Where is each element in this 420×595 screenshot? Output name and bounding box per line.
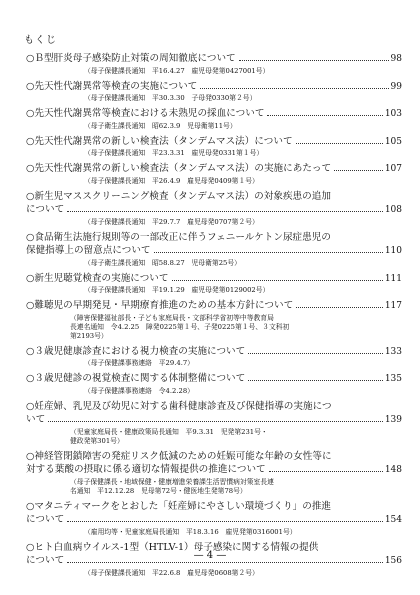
toc-entry-line (26, 190, 402, 204)
toc-entry-title: ○３歳児健康診査における視力検査の実施について (26, 345, 246, 357)
toc-entry-title: ○妊産婦、乳児及び幼児に対する歯科健康診査及び保健指導の実施につ (26, 400, 332, 412)
dot-leader (154, 252, 383, 253)
page-number: — 4 — (193, 550, 227, 561)
toc-entry-source-note: （母子衛生課長通知 昭62.3.9 児母衛第11号） (84, 121, 237, 130)
toc-entry-line (26, 135, 402, 150)
toc-page-number: 103 (384, 109, 402, 119)
toc-entry (26, 231, 402, 268)
toc-entry-line (26, 80, 402, 95)
dot-leader (296, 307, 383, 308)
toc-page-number: 133 (384, 346, 402, 357)
toc-entry-line (26, 400, 402, 414)
toc-entry-source-note: （母子保健課長通知 平30.3.30 子母発0330第２号） (84, 94, 257, 102)
toc-entry-source-note: （母子保健課長通知 平19.1.29 雇児母発第0129002号） (84, 286, 270, 294)
toc-entry-title: ○３歳児健診の視覚検査に関する体制整備について (26, 373, 246, 384)
toc-entry-title: ○神経管閉鎖障害の発症リスク低減のための妊娠可能な年齢の女性等に (26, 450, 332, 462)
dot-leader (172, 280, 383, 281)
toc-entry-line (26, 203, 402, 218)
toc-entry-line (26, 372, 402, 387)
toc-page-number: 107 (384, 164, 402, 174)
dot-leader (248, 353, 383, 354)
toc-entry-line (26, 52, 402, 67)
toc-entry-source-note: （母子衛生課長通知 昭58.8.27 児母衛第25号） (84, 258, 241, 267)
dot-leader (296, 143, 383, 144)
toc-entry-source-note: （母子保健課長通知 平29.7.7 雇児母発0707第２号） (84, 217, 259, 226)
toc-entry-title: について (26, 514, 65, 525)
toc-entry-source-note: （母子保健課長通知 平23.3.31 雇児母発0331第１号） (84, 149, 264, 157)
toc-page-number: 154 (384, 515, 402, 525)
toc-entry (26, 345, 402, 369)
toc-entry-title: いて (26, 414, 46, 425)
toc-entry-line (26, 513, 402, 528)
toc-entry (26, 272, 402, 296)
dot-leader (239, 60, 389, 61)
toc-entry (26, 80, 402, 104)
toc-entry-title: ○新生児聴覚検査の実施について (26, 272, 169, 284)
dot-leader (67, 562, 383, 563)
toc-entry-title: ○先天性代謝異常の新しい検査法（タンデムマス法）の実施にあたって (26, 163, 332, 174)
toc-entry-line (26, 231, 402, 245)
toc-entry (26, 500, 402, 537)
toc-entry-title: について (26, 204, 65, 215)
toc-page-number: 148 (384, 465, 402, 475)
toc-entry-source-note: （母子保健課事務連絡 令4.2.28） (84, 386, 194, 395)
dot-leader (269, 471, 383, 472)
toc-entry-source-note: （障害保健福祉部長・子ども家庭局長・文部科学省初等中等教育局 (70, 313, 274, 322)
toc-entry-title: ○難聴児の早期発見・早期療育推進のための基本方針について (26, 300, 294, 311)
toc-entry-title: ○先天性代謝異常等検査の実施について (26, 80, 198, 92)
table-of-contents (26, 52, 402, 582)
toc-entry-source-note: （母子保健課長通知 平16.4.27 雇児母発第0427001号） (84, 66, 270, 75)
dot-leader (200, 88, 388, 89)
dot-leader (248, 380, 383, 381)
page-heading: もくじ (24, 35, 57, 46)
toc-entry-line (26, 299, 402, 314)
toc-entry (26, 299, 402, 341)
toc-entry-source-note: 長連名通知 令4.2.25 障発0225第１号、子発0225第１号、３文科初 (70, 322, 290, 331)
toc-page-number: 117 (384, 301, 402, 311)
dot-leader (67, 211, 383, 212)
toc-entry-line (26, 463, 402, 478)
toc-entry (26, 372, 402, 396)
toc-entry-source-note: （雇用均等・児童家庭局長通知 平18.3.16 雇児発第0316001号） (84, 527, 297, 536)
toc-entry-title: ○先天性代謝異常等検査における未熟児の採血について (26, 108, 265, 119)
toc-entry-line (26, 162, 402, 177)
toc-entry-source-note: 健政発第301号） (70, 436, 124, 445)
toc-entry-source-note: （母子保健課長通知 平26.4.9 雇児母発0409第１号） (84, 176, 259, 185)
toc-entry (26, 135, 402, 159)
toc-entry-source-note: 名通知 平12.12.28 児母第72号・健医地生発第78号） (70, 486, 247, 495)
toc-entry-source-note: （母子保健課事務連絡 平29.4.7） (84, 359, 194, 367)
toc-entry-source-note: 第2193号） (70, 331, 108, 340)
toc-entry-title: ○食品衛生法施行規則等の一部改正に伴うフェニールケトン尿症患児の (26, 231, 331, 243)
toc-entry (26, 52, 402, 76)
dot-leader (48, 421, 383, 422)
toc-entry-line (26, 450, 402, 464)
toc-page-number: 99 (390, 81, 402, 92)
dot-leader (267, 115, 382, 116)
toc-entry (26, 190, 402, 227)
toc-page-number: 110 (384, 246, 402, 256)
toc-entry (26, 162, 402, 186)
toc-entry-title: ○ヒト白血病ウイルス-1型（HTLV-1）母子感染に関する情報の提供 (26, 541, 319, 553)
toc-entry-line (26, 272, 402, 287)
toc-entry-title: 対する葉酸の摂取に係る適切な情報提供の推進について (26, 464, 266, 475)
toc-entry (26, 107, 402, 131)
dot-leader (67, 521, 383, 522)
dot-leader (334, 170, 383, 171)
toc-entry-title: について (26, 555, 65, 566)
toc-page-number: 108 (384, 205, 402, 215)
toc-entry (26, 450, 402, 496)
toc-entry-title: ○Ｂ型肝炎母子感染防止対策の周知徹底について (26, 53, 236, 64)
toc-page-number: 135 (384, 374, 402, 384)
toc-entry-title: 保健指導上の留意点について (26, 245, 151, 256)
toc-entry-line (26, 413, 402, 428)
toc-page-number: 111 (384, 273, 402, 284)
toc-entry-line (26, 345, 402, 360)
toc-entry-source-note: （児童家庭局長・健康政策局長通知 平9.3.31 児発第231号・ (70, 427, 268, 436)
toc-page-number: 156 (384, 556, 402, 566)
toc-entry-title: ○先天性代謝異常の新しい検査法（タンデムマス法）について (26, 135, 293, 147)
toc-entry-title: ○新生児マススクリーニング検査（タンデムマス法）の対象疾患の追加 (26, 190, 331, 202)
toc-page-number: 139 (384, 415, 402, 425)
toc-entry-line (26, 244, 402, 259)
toc-entry-title: ○マタニティマークをとおした「妊産婦にやさしい環境づくり」の推進 (26, 500, 332, 512)
toc-entry-source-note: （母子保健課長・地域保健・健康増進栄養課生活習慣病対策室長連 (70, 477, 274, 486)
toc-entry-source-note: （母子保健課長通知 平22.6.8 雇児母発0608第２号） (84, 568, 259, 577)
toc-page-number: 105 (384, 136, 402, 147)
toc-entry-line (26, 500, 402, 514)
toc-entry (26, 400, 402, 446)
toc-page-number: 98 (390, 54, 402, 64)
toc-entry-line (26, 107, 402, 122)
